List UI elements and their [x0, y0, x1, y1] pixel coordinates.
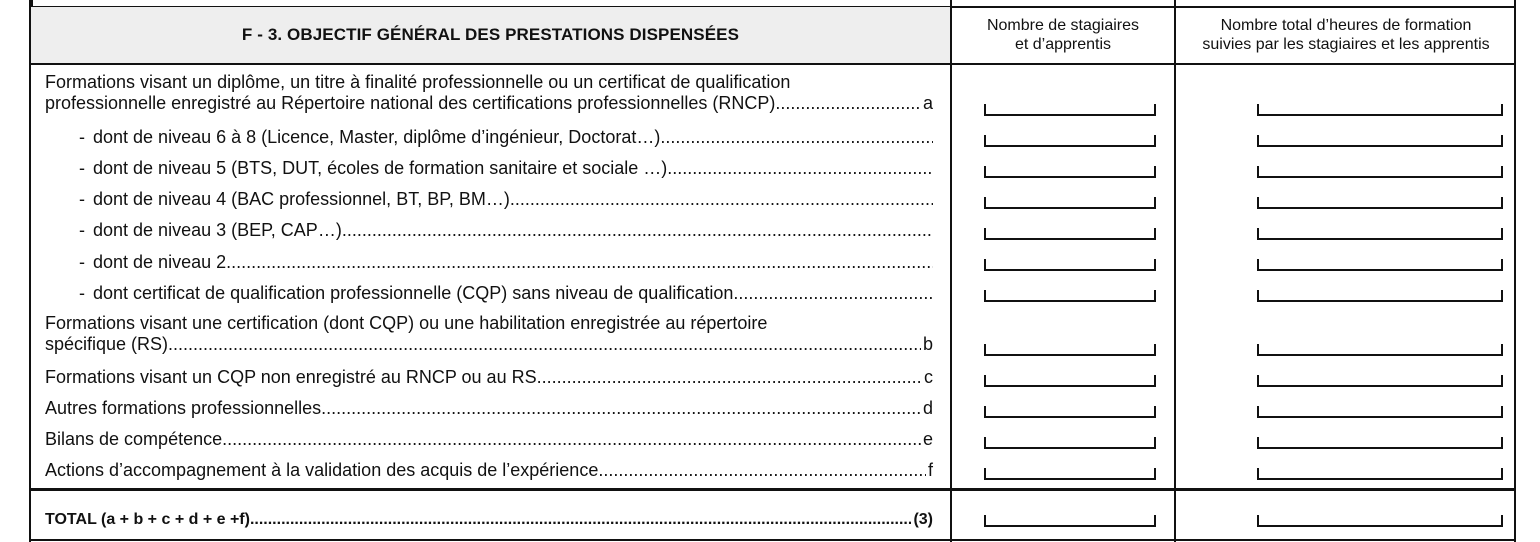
row-a-line2: professionnelle enregistré au Répertoire national des certifications professionnelles (RNCP) — [45, 93, 776, 113]
input-hours-d[interactable] — [1257, 406, 1503, 418]
input-hours-b[interactable] — [1257, 344, 1503, 356]
dot-leader — [342, 220, 933, 241]
list-dash: - — [79, 283, 85, 303]
dot-leader — [321, 398, 921, 419]
dot-leader — [168, 334, 921, 355]
dot-leader — [537, 367, 922, 388]
row-c-letter: c — [924, 367, 933, 387]
row-niveau-2 — [79, 252, 933, 273]
row-niveau-4 — [79, 189, 933, 210]
col-header-trainees-line1: Nombre de stagiaires — [986, 17, 1140, 34]
input-trainees-niveau-4[interactable] — [984, 197, 1156, 209]
input-hours-e[interactable] — [1257, 437, 1503, 449]
input-trainees-niveau-2[interactable] — [984, 259, 1156, 271]
col-header-trainees-line2: et d’apprentis — [1014, 36, 1112, 53]
row-niveau-3-text: dont de niveau 3 (BEP, CAP…) — [93, 220, 342, 240]
col-header-trainees — [952, 7, 1174, 63]
input-trainees-niveau-3[interactable] — [984, 228, 1156, 240]
dot-leader — [222, 429, 921, 450]
row-cqp-sans-niveau — [79, 283, 933, 304]
input-hours-niveau-5[interactable] — [1257, 166, 1503, 178]
input-trainees-b[interactable] — [984, 344, 1156, 356]
col-header-hours-line1: Nombre total d’heures de formation — [1220, 17, 1472, 34]
row-f-text: Actions d’accompagnement à la validation des acquis de l’expérience — [45, 460, 599, 480]
dot-leader — [226, 252, 933, 273]
input-trainees-f[interactable] — [984, 468, 1156, 480]
input-hours-niveau-6-8[interactable] — [1257, 135, 1503, 147]
input-hours-c[interactable] — [1257, 375, 1503, 387]
list-dash: - — [79, 127, 85, 147]
input-trainees-cqp[interactable] — [984, 290, 1156, 302]
list-dash: - — [79, 158, 85, 178]
input-trainees-c[interactable] — [984, 375, 1156, 387]
row-niveau-6-8 — [79, 127, 933, 148]
row-f-letter: f — [927, 460, 933, 480]
row-e-label — [45, 429, 933, 450]
input-trainees-niveau-5[interactable] — [984, 166, 1156, 178]
row-total-ref: (3) — [913, 511, 933, 528]
input-hours-niveau-3[interactable] — [1257, 228, 1503, 240]
row-b-label — [45, 313, 933, 355]
row-e-letter: e — [922, 429, 933, 449]
row-b-letter: b — [922, 334, 933, 354]
row-f-label — [45, 460, 933, 481]
dot-leader — [775, 93, 921, 114]
row-c-text: Formations visant un CQP non enregistré au RNCP ou au RS — [45, 367, 537, 387]
row-niveau-3 — [79, 220, 933, 241]
row-d-text: Autres formations professionnelles — [45, 398, 322, 418]
form-section-f3 — [29, 0, 1516, 542]
input-trainees-niveau-6-8[interactable] — [984, 135, 1156, 147]
row-niveau-2-text: dont de niveau 2 — [93, 252, 227, 272]
row-niveau-6-8-text: dont de niveau 6 à 8 (Licence, Master, diplôme d’ingénieur, Doctorat…) — [93, 127, 661, 147]
row-a-letter: a — [922, 93, 933, 113]
dot-leader — [733, 283, 933, 304]
input-hours-total[interactable] — [1257, 515, 1503, 527]
row-a-label — [45, 72, 933, 114]
total-top-rule — [31, 488, 1514, 491]
dot-leader — [510, 189, 933, 210]
list-dash: - — [79, 252, 85, 272]
row-e-text: Bilans de compétence — [45, 429, 223, 449]
row-niveau-5 — [79, 158, 933, 179]
row-c-label — [45, 367, 933, 388]
col-header-hours-line2: suivies par les stagiaires et les apprentis — [1202, 36, 1490, 53]
input-trainees-a[interactable] — [984, 104, 1156, 116]
row-b-line2: spécifique (RS) — [45, 334, 169, 354]
input-hours-niveau-4[interactable] — [1257, 197, 1503, 209]
input-trainees-d[interactable] — [984, 406, 1156, 418]
dot-leader — [598, 460, 926, 481]
row-d-letter: d — [922, 398, 933, 418]
row-niveau-4-text: dont de niveau 4 (BAC professionnel, BT, BP, BM…) — [93, 189, 510, 209]
col-separator-1 — [950, 0, 952, 542]
dot-leader — [250, 509, 911, 530]
row-d-label — [45, 398, 933, 419]
list-dash: - — [79, 189, 85, 209]
col-separator-2 — [1174, 0, 1176, 542]
dot-leader — [660, 127, 933, 148]
header-bottom-rule — [31, 63, 1514, 65]
dot-leader — [667, 158, 933, 179]
top-stub-left — [31, 0, 33, 6]
section-title: F - 3. OBJECTIF GÉNÉRAL DES PRESTATIONS DISPENSÉES — [31, 7, 950, 63]
row-total-text: TOTAL (a + b + c + d + e +f) — [45, 511, 250, 528]
input-trainees-total[interactable] — [984, 515, 1156, 527]
list-dash: - — [79, 220, 85, 240]
row-total-label — [45, 509, 933, 530]
row-a-line1: Formations visant un diplôme, un titre à finalité professionnelle ou un certificat de qualification — [45, 72, 791, 92]
input-hours-a[interactable] — [1257, 104, 1503, 116]
input-hours-cqp[interactable] — [1257, 290, 1503, 302]
input-trainees-e[interactable] — [984, 437, 1156, 449]
bottom-rule — [31, 539, 1514, 541]
input-hours-f[interactable] — [1257, 468, 1503, 480]
row-niveau-5-text: dont de niveau 5 (BTS, DUT, écoles de formation sanitaire et sociale …) — [93, 158, 668, 178]
row-cqp-sans-niveau-text: dont certificat de qualification professionnelle (CQP) sans niveau de qualification — [93, 283, 734, 303]
input-hours-niveau-2[interactable] — [1257, 259, 1503, 271]
row-b-line1: Formations visant une certification (dont CQP) ou une habilitation enregistrée au répertoire — [45, 313, 768, 333]
col-header-hours — [1176, 7, 1516, 63]
